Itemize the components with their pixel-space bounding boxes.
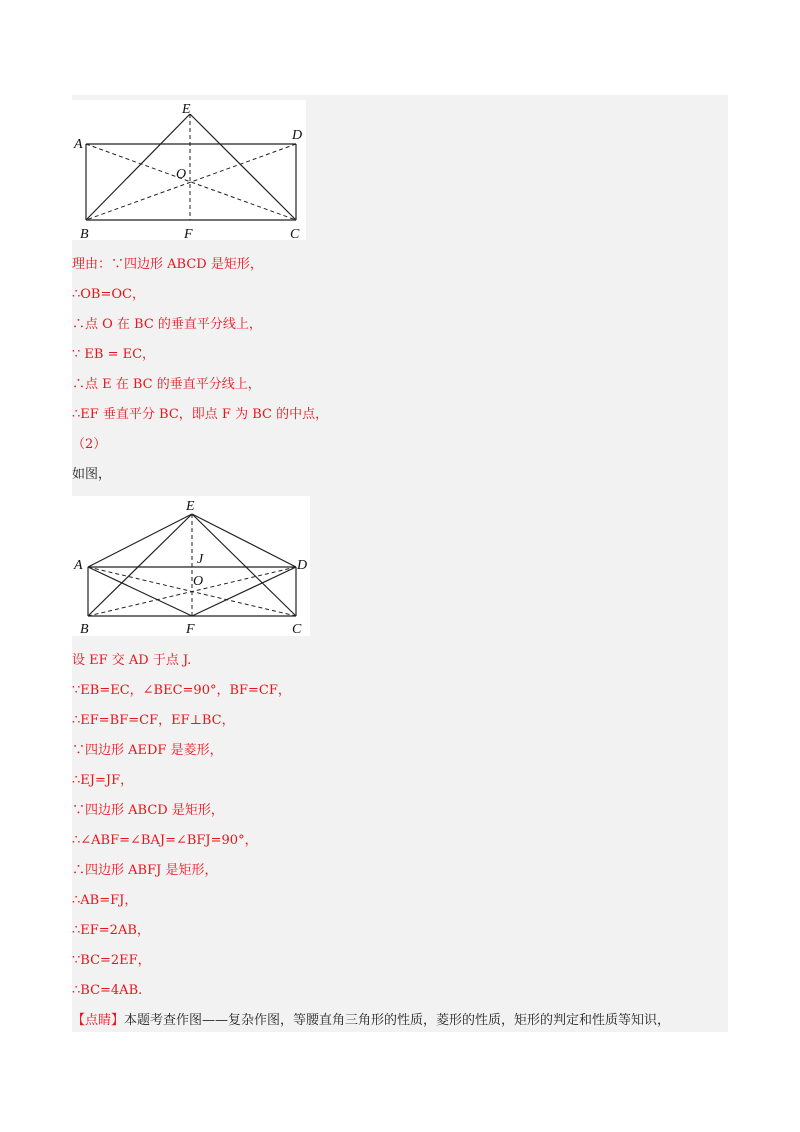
segment-EB bbox=[88, 514, 192, 616]
label-A: A bbox=[74, 558, 83, 573]
proof-line-2: ∵EB=EC，∠BEC=90°，BF=CF， bbox=[72, 683, 291, 698]
figure-1 bbox=[72, 100, 306, 240]
proof-line-9: ∴AB=FJ， bbox=[72, 893, 138, 908]
label-B: B bbox=[80, 227, 89, 240]
label-J: J bbox=[197, 552, 204, 567]
reason-line-6: ∴EF 垂直平分 BC，即点 F 为 BC 的中点， bbox=[72, 407, 329, 422]
as-figure-label: 如图， bbox=[72, 467, 112, 482]
remark-line bbox=[72, 1012, 670, 1030]
label-F: F bbox=[186, 622, 195, 636]
reason-line-3: ∴点 O 在 BC 的垂直平分线上， bbox=[72, 317, 262, 332]
label-E: E bbox=[186, 499, 195, 514]
label-F: F bbox=[184, 227, 193, 240]
label-C: C bbox=[290, 227, 300, 240]
label-D: D bbox=[297, 558, 308, 573]
label-C: C bbox=[292, 622, 302, 636]
proof-line-6: ∵四边形 ABCD 是矩形， bbox=[72, 803, 224, 818]
proof-line-11: ∵BC=2EF， bbox=[72, 953, 151, 968]
label-D: D bbox=[292, 128, 303, 143]
reason-line-5: ∴点 E 在 BC 的垂直平分线上， bbox=[72, 377, 261, 392]
segment-EC bbox=[190, 114, 296, 220]
segment-AF bbox=[88, 567, 192, 616]
proof-line-10: ∴EF=2AB， bbox=[72, 923, 150, 938]
segment-EB bbox=[86, 114, 190, 220]
figure-1-svg bbox=[72, 100, 306, 240]
reason-line-4: ∵ EB = EC， bbox=[72, 347, 156, 362]
label-O: O bbox=[193, 574, 204, 589]
proof-line-3: ∴EF=BF=CF，EF⊥BC， bbox=[72, 713, 235, 728]
remark-text: 本题考查作图——复杂作图，等腰直角三角形的性质，菱形的性质，矩形的判定和性质等知识， bbox=[124, 1013, 671, 1028]
figure-2 bbox=[72, 496, 310, 636]
label-A: A bbox=[74, 137, 83, 152]
proof-line-1: 设 EF 交 AD 于点 J. bbox=[72, 653, 192, 668]
reason-line-2: ∴OB=OC， bbox=[72, 287, 145, 302]
proof-line-8: ∴四边形 ABFJ 是矩形， bbox=[72, 863, 218, 878]
segment-ED bbox=[192, 514, 296, 567]
reason-line-1: 理由：∵四边形 ABCD 是矩形， bbox=[72, 257, 263, 272]
figure-2-svg bbox=[72, 496, 310, 636]
proof-line-4: ∵四边形 AEDF 是菱形， bbox=[72, 743, 223, 758]
label-E: E bbox=[182, 102, 191, 117]
label-B: B bbox=[80, 622, 89, 636]
segment-EC bbox=[192, 514, 296, 616]
part-2-label: （2） bbox=[72, 437, 107, 452]
proof-line-5: ∴EJ=JF， bbox=[72, 773, 134, 788]
segment-DF bbox=[192, 567, 296, 616]
segment-EA bbox=[88, 514, 192, 567]
label-O: O bbox=[176, 167, 187, 182]
proof-line-12: ∴BC=4AB. bbox=[72, 983, 143, 998]
remark-tag: 【点睛】 bbox=[72, 1013, 125, 1028]
proof-line-7: ∴∠ABF=∠BAJ=∠BFJ=90°， bbox=[72, 833, 258, 848]
